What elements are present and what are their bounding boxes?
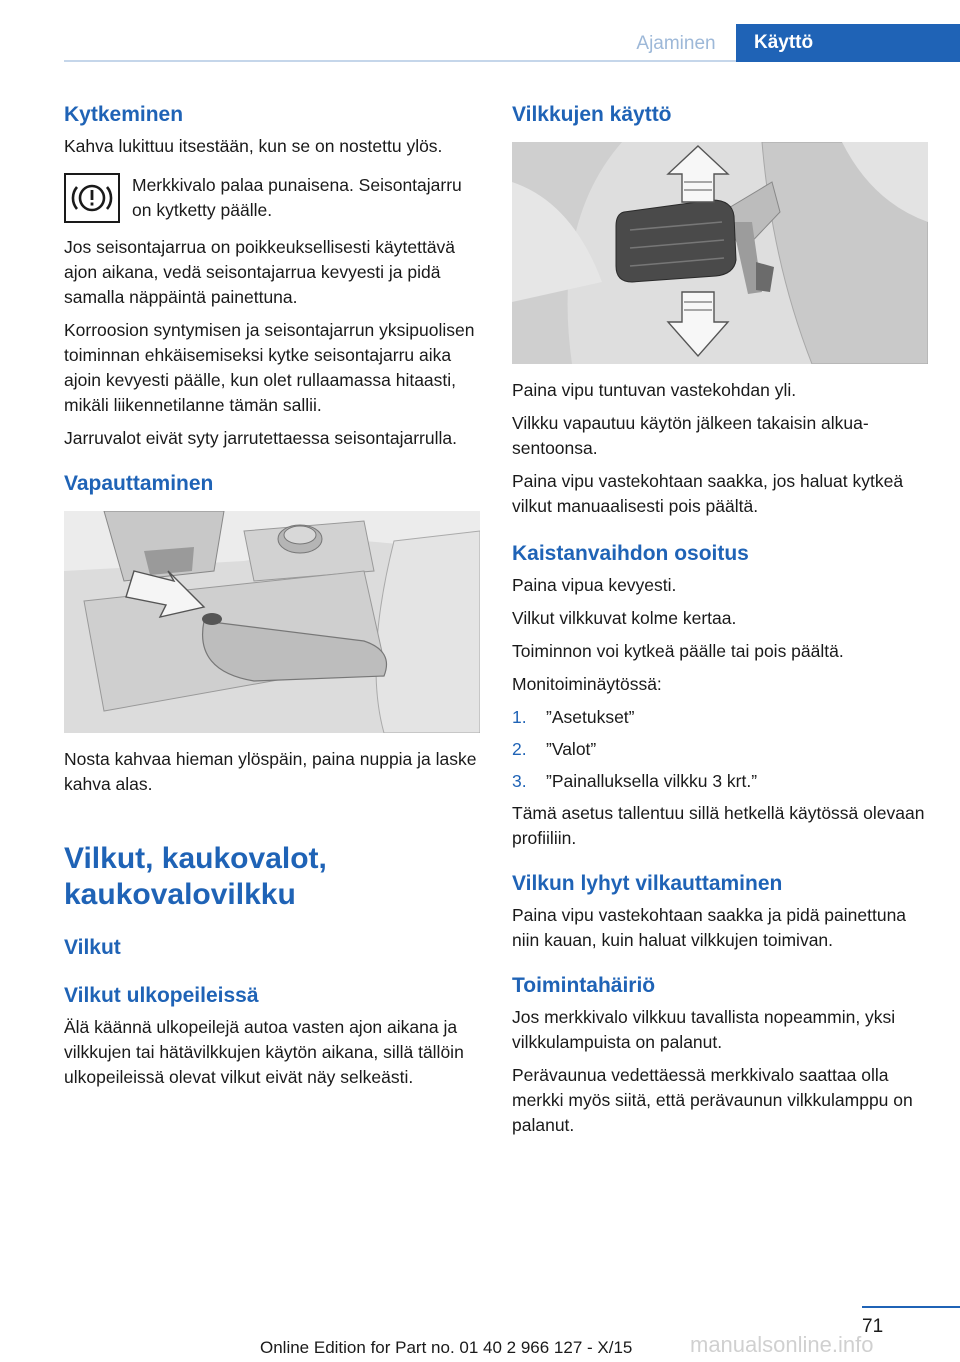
heading-kaistanvaihdon-osoitus: Kaistanvaihdon osoitus bbox=[512, 542, 749, 565]
paragraph: Jos merkkivalo vilkkuu tavallista nopeammin, yksi vilkkulampuista on palanut. bbox=[512, 1007, 896, 1052]
list-text: ”Painalluksella vilkku 3 krt.” bbox=[546, 771, 758, 791]
paragraph: Toiminnon voi kytkeä päälle tai pois päältä. bbox=[512, 641, 844, 661]
paragraph: Vilkut vilkkuvat kolme kertaa. bbox=[512, 608, 737, 628]
tab-kaytto[interactable]: Käyttö bbox=[736, 24, 960, 62]
edition-text: Online Edition for Part no. 01 40 2 966 127 - X/15 bbox=[260, 1338, 633, 1357]
list-text: ”Valot” bbox=[546, 739, 597, 759]
paragraph: Tämä asetus tallentuu sillä hetkellä käytössä olevaan profiiliin. bbox=[512, 803, 925, 848]
list-item bbox=[512, 769, 928, 794]
heading-vilkut: Vilkut bbox=[64, 936, 121, 959]
paragraph: Jarruvalot eivät syty jarrutettaessa seisontajarrulla. bbox=[64, 428, 457, 448]
paragraph: Paina vipu tuntuvan vastekohdan yli. bbox=[512, 380, 797, 400]
settings-steps-list bbox=[512, 705, 928, 794]
indicator-text: Merkkivalo palaa punaisena. Seisontajarru on kytketty päälle. bbox=[132, 175, 462, 220]
footer-rule bbox=[862, 1306, 960, 1308]
indicator-note bbox=[64, 173, 480, 223]
list-item bbox=[512, 737, 928, 762]
heading-toimintahairio: Toimintahäiriö bbox=[512, 974, 656, 997]
parking-brake-illustration bbox=[64, 511, 480, 733]
heading-vilkkujen-kaytto: Vilkkujen käyttö bbox=[512, 103, 672, 126]
right-column bbox=[512, 100, 928, 1146]
paragraph: Paina vipu vastekohtaan saakka ja pidä painettuna niin kauan, kuin haluat vilkkujen toimivan. bbox=[512, 905, 907, 950]
tab-ajaminen[interactable]: Ajaminen bbox=[636, 33, 716, 54]
parking-brake-warning-icon bbox=[64, 173, 120, 223]
watermark: manualsonline.info bbox=[690, 1332, 874, 1357]
list-number: 2. bbox=[512, 739, 527, 759]
list-number: 1. bbox=[512, 707, 527, 727]
left-column bbox=[64, 100, 480, 1098]
list-number: 3. bbox=[512, 771, 527, 791]
paragraph: Kahva lukittuu itsestään, kun se on nostettu ylös. bbox=[64, 136, 443, 156]
paragraph: Älä käännä ulkopeilejä autoa vasten ajon aikana ja vilkkujen tai hätävilkkujen käytön aikana, sillä tällöin ulkopeileissä olevat vilkut eivät näy selkeästi. bbox=[64, 1017, 464, 1087]
paragraph: Perävaunua vedettäessä merkkivalo saattaa olla merkki myös siitä, että perävaunun vilkkulamppu on palanut. bbox=[512, 1065, 913, 1135]
page-number: 71 bbox=[862, 1316, 884, 1337]
heading-vilkun-lyhyt-vilkauttaminen: Vilkun lyhyt vilkauttaminen bbox=[512, 872, 783, 895]
heading-kytkeminen: Kytkeminen bbox=[64, 103, 184, 126]
paragraph: Paina vipu vastekohtaan saakka, jos haluat kytkeä vilkut manuaalisesti pois päältä. bbox=[512, 471, 904, 516]
chapter-title: Vilkut, kaukovalot, kaukovalovilkku bbox=[64, 842, 327, 911]
paragraph: Vilkku vapautuu käytön jälkeen takaisin alkuasentoonsa. bbox=[512, 413, 869, 458]
paragraph: Paina vipua kevyesti. bbox=[512, 575, 677, 595]
paragraph: Nosta kahvaa hieman ylöspäin, paina nuppia ja laske kahva alas. bbox=[64, 749, 477, 794]
list-text: ”Asetukset” bbox=[546, 707, 635, 727]
heading-vilkut-ulkopeileissa: Vilkut ulkopeileissä bbox=[64, 984, 259, 1007]
turn-signal-lever-illustration bbox=[512, 142, 928, 364]
paragraph: Korroosion syntymisen ja seisontajarrun yksipuolisen toiminnan ehkäisemiseksi kytke seisontajarru aika ajoin kevyesti päälle, kun olet rullaamassa hitaasti, mikäli liikennetilanne tämän sallii. bbox=[64, 320, 475, 415]
paragraph: Jos seisontajarrua on poikkeuksellisesti käytettävä ajon aikana, vedä seisontajarrua kevyesti ja pidä samalla näppäintä painettuna. bbox=[64, 237, 456, 307]
paragraph: Monitoiminäytössä: bbox=[512, 674, 662, 694]
heading-vapauttaminen: Vapauttaminen bbox=[64, 472, 214, 495]
list-item bbox=[512, 705, 928, 730]
